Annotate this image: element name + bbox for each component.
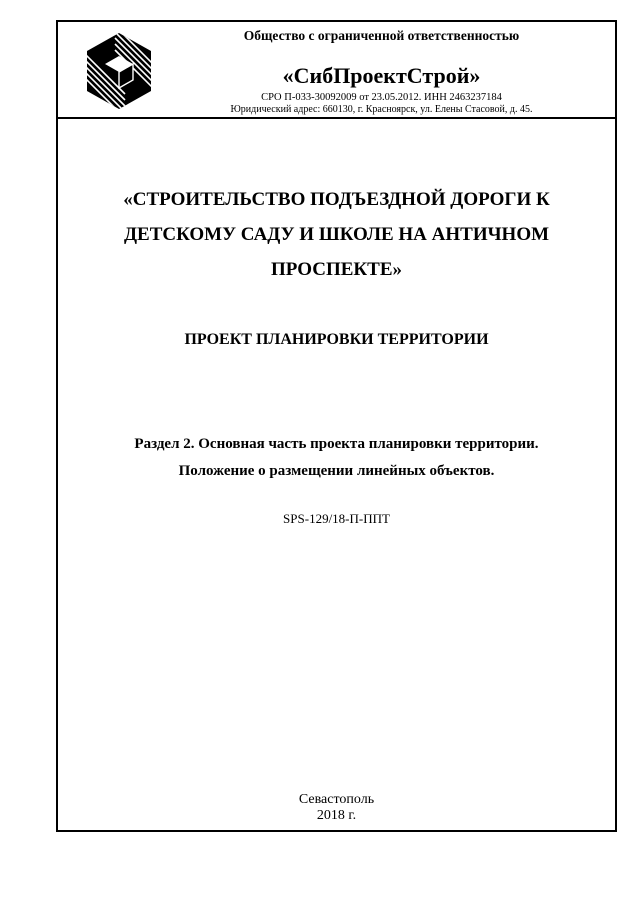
- organization-type: Общество с ограниченной ответственностью: [243, 28, 520, 43]
- sibproektstroy-logo-icon: [85, 32, 153, 110]
- document-subtitle: ПРОЕКТ ПЛАНИРОВКИ ТЕРРИТОРИИ: [184, 331, 489, 348]
- project-title: [98, 182, 575, 287]
- organization-sro-inn: СРО П-033-30092009 от 23.05.2012. ИНН 2463237184: [261, 92, 502, 103]
- project-title-line: «СТРОИТЕЛЬСТВО ПОДЪЕЗДНОЙ ДОРОГИ К: [123, 189, 550, 210]
- page-frame: [56, 20, 617, 832]
- project-title-line: ДЕТСКОМУ САДУ И ШКОЛЕ НА АНТИЧНОМ: [123, 224, 550, 245]
- section-heading-line: Положение о размещении линейных объектов.: [178, 463, 495, 479]
- document-code: SPS-129/18-П-ППТ: [283, 511, 390, 526]
- organization-header: [58, 22, 615, 119]
- organization-address: Юридический адрес: 660130, г. Красноярск, ул. Елены Стасовой, д. 45.: [230, 104, 533, 115]
- section-heading: [78, 431, 595, 485]
- organization-name: «СибПроектСтрой»: [282, 63, 481, 88]
- city-name: Севастополь: [298, 792, 375, 807]
- project-title-line: ПРОСПЕКТЕ»: [270, 259, 403, 280]
- section-heading-line: Раздел 2. Основная часть проекта планировки территории.: [134, 436, 539, 452]
- document-year: 2018 г.: [316, 808, 357, 823]
